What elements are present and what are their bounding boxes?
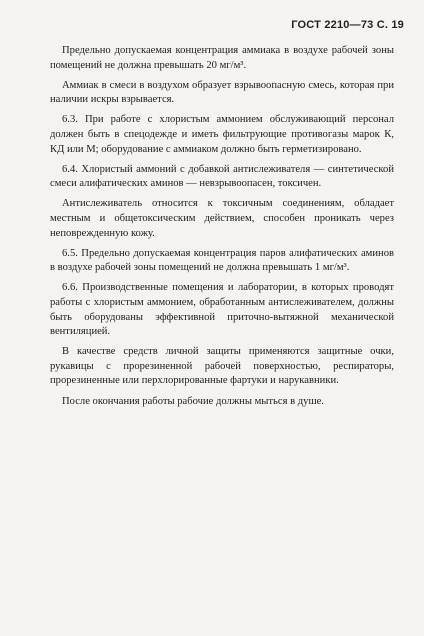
page-header: ГОСТ 2210—73 С. 19 bbox=[291, 19, 404, 31]
paragraph-shower: После окончания работы рабочие должны мыться в душе. bbox=[62, 395, 324, 407]
paragraph-protective-equipment: В качестве средств личной защиты применяются защитные очки, рукавицы с прорезиненной рабочей поверхностью, респираторы, прорезиненные или перхлорированные фартуки и нарукавники. bbox=[50, 346, 394, 387]
paragraph-ammonia-limit: Предельно допускаемая концентрация аммиака в воздухе рабочей зоны помещений не должна превышать 20 мг/м³. bbox=[50, 45, 394, 71]
document-body bbox=[50, 44, 394, 415]
paragraph-6-4: 6.4. Хлористый аммоний с добавкой антислеживателя — синтетической смеси алифатических аминов — невзрывоопасен, токсичен. bbox=[50, 163, 394, 190]
paragraph-6-6: 6.6. Производственные помещения и лаборатории, в которых проводят работы с хлористым аммонием, обработанным антислеживателем, должны быть оборудованы эффективной приточно-вытяжной механической вентиляцией. bbox=[50, 282, 394, 338]
paragraph-6-3: 6.3. При работе с хлористым аммонием обслуживающий персонал должен быть в спецодежде и иметь фильтрующие противогазы марок К, КД или М; оборудование с аммиаком должно быть герметизировано. bbox=[50, 114, 394, 155]
paragraph-ammonia-explosive: Аммиак в смеси в воздухом образует взрывоопасную смесь, которая при наличии искры взрывается. bbox=[50, 79, 394, 106]
paragraph-anticaking-toxicity: Антислеживатель относится к токсичным соединениям, обладает местным и общетоксическим действием, способен проникать через неповрежденную кожу. bbox=[50, 198, 394, 239]
paragraph-6-5: 6.5. Предельно допускаемая концентрация паров алифатических аминов в воздухе рабочей зоны помещений не должна превышать 1 мг/м³. bbox=[50, 247, 394, 274]
